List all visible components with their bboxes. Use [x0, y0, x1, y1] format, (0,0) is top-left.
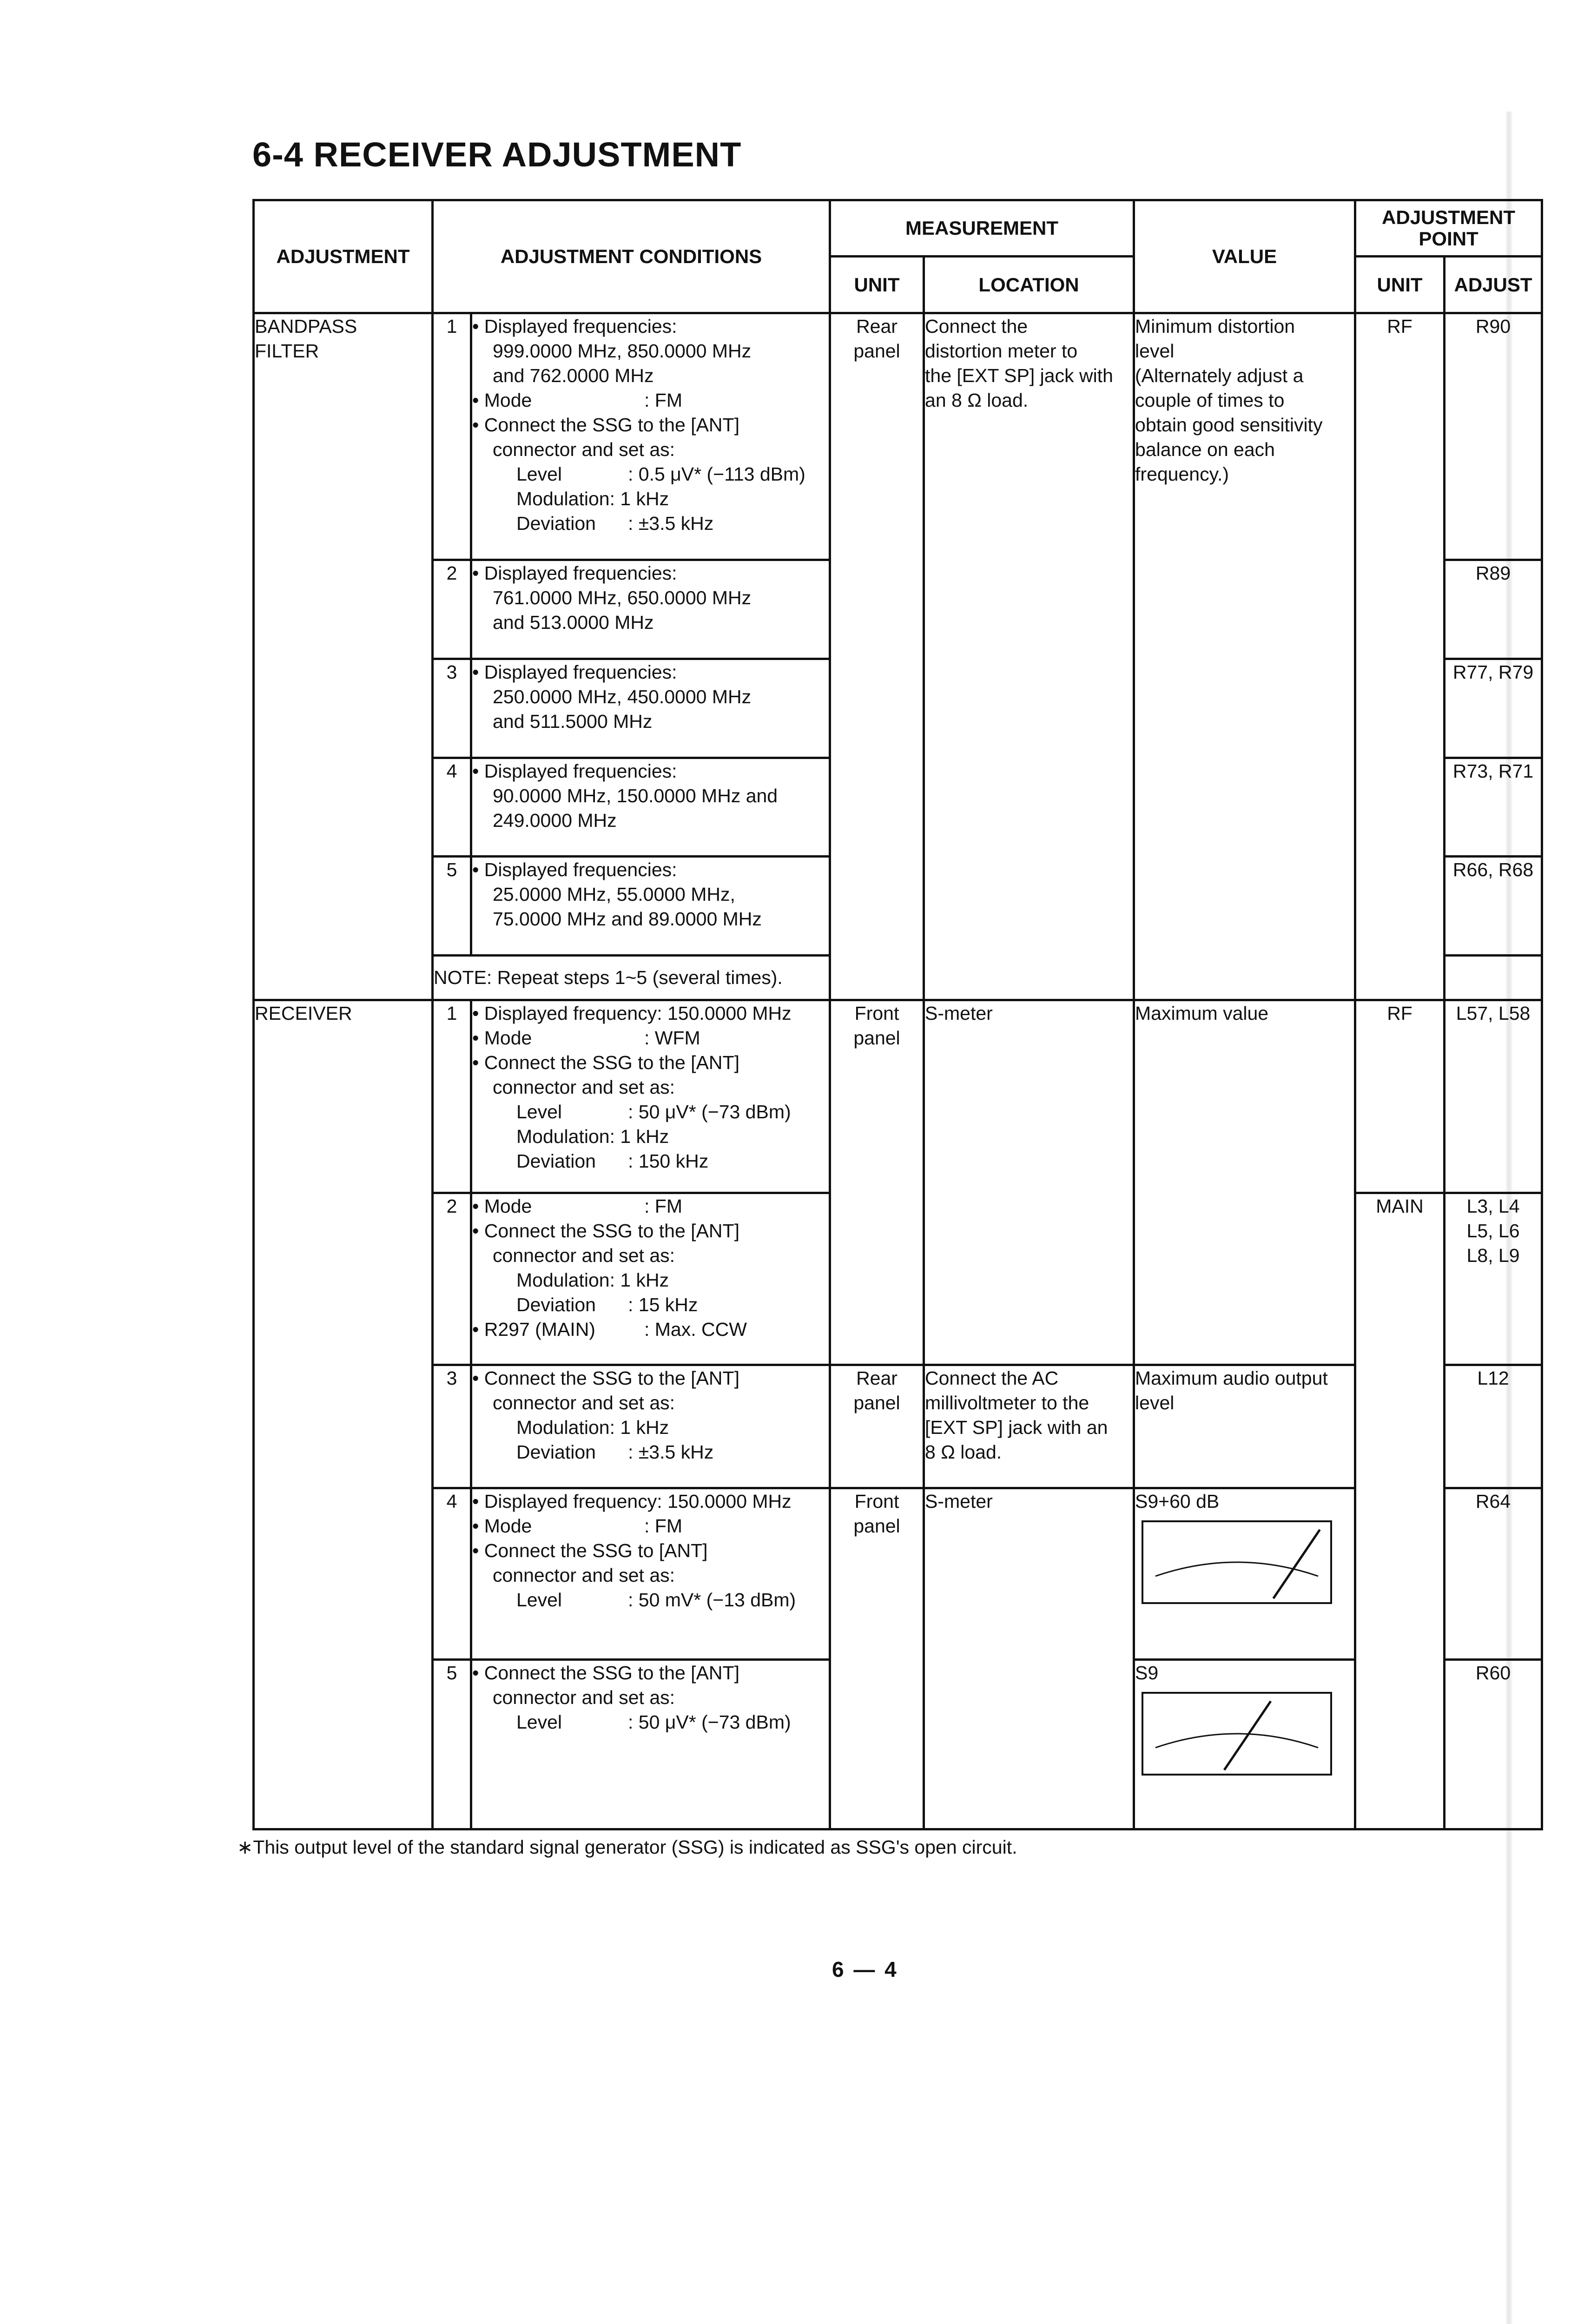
- location-line: Connect the: [925, 315, 1028, 337]
- measurement-unit: [830, 313, 924, 1000]
- measurement-value: [1134, 313, 1355, 1000]
- condition-value: : FM: [644, 1515, 682, 1537]
- step-conditions: [471, 560, 830, 659]
- unit-line: panel: [853, 1392, 900, 1413]
- value-line: balance on each: [1135, 438, 1275, 460]
- condition-line: Modulation: 1 kHz: [516, 1416, 669, 1438]
- condition-line: • Displayed frequencies:: [472, 562, 677, 584]
- condition-line: • Connect the SSG to the [ANT]: [472, 1220, 739, 1242]
- section-name-line: BANDPASS: [255, 315, 357, 337]
- measurement-location: S-meter: [924, 1488, 1134, 1829]
- section-receiver: RECEIVER: [254, 1000, 433, 1829]
- condition-value: : WFM: [644, 1027, 700, 1049]
- location-line: Connect the AC: [925, 1367, 1059, 1389]
- header-location: LOCATION: [924, 257, 1134, 313]
- condition-value: : Max. CCW: [644, 1319, 747, 1340]
- adjust-point-unit: RF: [1355, 1000, 1445, 1193]
- measurement-location: S-meter: [924, 1000, 1134, 1365]
- condition-line: • Connect the SSG to the [ANT]: [472, 1662, 739, 1684]
- adjust-point: L57, L58: [1445, 1000, 1542, 1193]
- condition-line: and 762.0000 MHz: [493, 364, 654, 386]
- condition-line: • Connect the SSG to the [ANT]: [472, 1367, 739, 1389]
- header-conditions: ADJUSTMENT CONDITIONS: [433, 200, 830, 313]
- header-measurement: MEASUREMENT: [830, 200, 1134, 257]
- unit-line: Rear: [856, 315, 898, 337]
- condition-label: • R297 (MAIN): [472, 1319, 595, 1340]
- condition-value: : ±3.5 kHz: [628, 1441, 714, 1463]
- condition-value: : 50 μV* (−73 dBm): [628, 1101, 791, 1123]
- value-line: Minimum distortion: [1135, 315, 1295, 337]
- step-number: 5: [433, 1660, 471, 1829]
- adjust-point: R90: [1445, 313, 1542, 560]
- step-number: 4: [433, 758, 471, 857]
- page-title: 6-4 RECEIVER ADJUSTMENT: [252, 135, 742, 174]
- empty-cell: [1445, 955, 1542, 1000]
- condition-label: Level: [516, 1101, 562, 1123]
- unit-line: panel: [853, 340, 900, 362]
- condition-line: • Displayed frequencies:: [472, 859, 677, 881]
- step-number: 3: [433, 659, 471, 758]
- measurement-value: [1134, 1488, 1355, 1660]
- adjust-point: R89: [1445, 560, 1542, 659]
- adjust-line: L3, L4: [1466, 1195, 1520, 1217]
- location-line: distortion meter to: [925, 340, 1078, 362]
- condition-line: 90.0000 MHz, 150.0000 MHz and: [493, 785, 778, 806]
- step-conditions: [471, 758, 830, 857]
- condition-line: and 513.0000 MHz: [493, 612, 654, 634]
- step-number: 3: [433, 1365, 471, 1488]
- step-number: 1: [433, 313, 471, 560]
- section-name-line: FILTER: [255, 340, 319, 362]
- condition-value: : ±3.5 kHz: [628, 512, 714, 534]
- adjust-point: L12: [1445, 1365, 1542, 1488]
- condition-line: 75.0000 MHz and 89.0000 MHz: [493, 908, 762, 930]
- condition-line: 249.0000 MHz: [493, 809, 617, 831]
- unit-line: Rear: [856, 1367, 898, 1389]
- adjust-line: L8, L9: [1466, 1245, 1520, 1267]
- header-value: VALUE: [1134, 200, 1355, 313]
- value-line: couple of times to: [1135, 389, 1285, 411]
- unit-line: Front: [854, 1003, 899, 1024]
- condition-line: connector and set as:: [493, 1687, 675, 1709]
- condition-line: • Displayed frequencies:: [472, 315, 677, 337]
- footnote: ∗This output level of the standard signal generator (SSG) is indicated as SSG's open circuit.: [237, 1836, 1017, 1858]
- s-meter-icon: [1142, 1520, 1332, 1604]
- adjust-line: L5, L6: [1466, 1220, 1520, 1242]
- adjust-point: R66, R68: [1445, 857, 1542, 956]
- measurement-unit: [830, 1000, 924, 1365]
- step-conditions: [471, 1193, 830, 1365]
- condition-value: : FM: [644, 389, 682, 411]
- step-conditions: [471, 1488, 830, 1660]
- condition-line: • Displayed frequency: 150.0000 MHz: [472, 1003, 792, 1024]
- condition-line: • Connect the SSG to the [ANT]: [472, 1052, 739, 1074]
- step-conditions: [471, 857, 830, 956]
- condition-label: • Mode: [472, 1027, 532, 1049]
- value-text: S9+60 dB: [1135, 1490, 1220, 1512]
- header-unit: UNIT: [830, 257, 924, 313]
- step-conditions: [471, 659, 830, 758]
- condition-label: • Mode: [472, 1515, 532, 1537]
- adjust-point: R60: [1445, 1660, 1542, 1829]
- condition-line: • Connect the SSG to [ANT]: [472, 1539, 708, 1561]
- condition-label: Level: [516, 1589, 562, 1611]
- adjust-point-unit: MAIN: [1355, 1193, 1445, 1829]
- adjust-point: R73, R71: [1445, 758, 1542, 857]
- unit-line: panel: [853, 1515, 900, 1537]
- step-conditions: [471, 1365, 830, 1488]
- value-line: frequency.): [1135, 463, 1229, 485]
- step-number: 2: [433, 1193, 471, 1365]
- condition-line: Modulation: 1 kHz: [516, 1126, 669, 1148]
- step-number: 5: [433, 857, 471, 956]
- condition-line: • Displayed frequency: 150.0000 MHz: [472, 1490, 792, 1512]
- value-line: obtain good sensitivity: [1135, 414, 1323, 436]
- condition-label: Deviation: [516, 1441, 596, 1463]
- adjust-point-unit: RF: [1355, 313, 1445, 1000]
- unit-line: Front: [854, 1490, 899, 1512]
- value-line: (Alternately adjust a: [1135, 364, 1304, 386]
- measurement-value: [1134, 1660, 1355, 1829]
- value-line: level: [1135, 340, 1175, 362]
- step-number: 2: [433, 560, 471, 659]
- step-conditions: [471, 313, 830, 560]
- condition-label: Deviation: [516, 1150, 596, 1172]
- condition-line: 250.0000 MHz, 450.0000 MHz: [493, 686, 752, 708]
- unit-line: panel: [853, 1027, 900, 1049]
- value-line: Maximum audio output: [1135, 1367, 1328, 1389]
- header-ap-unit: UNIT: [1355, 257, 1445, 313]
- condition-value: : 50 mV* (−13 dBm): [628, 1589, 796, 1611]
- location-line: the [EXT SP] jack with: [925, 364, 1113, 386]
- condition-line: 761.0000 MHz, 650.0000 MHz: [493, 587, 752, 609]
- step-conditions: [471, 1000, 830, 1193]
- header-adjustment-point: ADJUSTMENT POINT: [1355, 200, 1542, 257]
- section-bandpass-filter: [254, 313, 433, 1000]
- condition-line: connector and set as:: [493, 438, 675, 460]
- condition-value: : 50 μV* (−73 dBm): [628, 1711, 791, 1733]
- s-meter-icon: [1142, 1692, 1332, 1776]
- value-line: level: [1135, 1392, 1175, 1413]
- measurement-unit: [830, 1365, 924, 1488]
- condition-line: • Displayed frequencies:: [472, 760, 677, 782]
- condition-value: : 150 kHz: [628, 1150, 709, 1172]
- condition-label: Level: [516, 463, 562, 485]
- condition-line: connector and set as:: [493, 1392, 675, 1413]
- condition-line: Modulation: 1 kHz: [516, 488, 669, 509]
- adjustment-table: [252, 199, 1543, 1830]
- condition-line: 999.0000 MHz, 850.0000 MHz: [493, 340, 752, 362]
- condition-label: • Mode: [472, 389, 532, 411]
- condition-value: : 0.5 μV* (−113 dBm): [628, 463, 805, 485]
- header-ap-adjust: ADJUST: [1445, 257, 1542, 313]
- measurement-unit: [830, 1488, 924, 1829]
- condition-line: 25.0000 MHz, 55.0000 MHz,: [493, 884, 735, 905]
- adjust-point: R64: [1445, 1488, 1542, 1660]
- measurement-value: [1134, 1365, 1355, 1488]
- condition-line: connector and set as:: [493, 1076, 675, 1098]
- condition-label: Level: [516, 1711, 562, 1733]
- step-number: 1: [433, 1000, 471, 1193]
- header-adjustment: ADJUSTMENT: [254, 200, 433, 313]
- condition-label: • Mode: [472, 1195, 532, 1217]
- location-line: millivoltmeter to the: [925, 1392, 1089, 1413]
- note: NOTE: Repeat steps 1~5 (several times).: [433, 955, 830, 1000]
- page-number: 6 — 4: [832, 1957, 898, 1981]
- step-number: 4: [433, 1488, 471, 1660]
- measurement-value: Maximum value: [1134, 1000, 1355, 1365]
- condition-value: : FM: [644, 1195, 682, 1217]
- condition-label: Deviation: [516, 512, 596, 534]
- condition-line: • Displayed frequencies:: [472, 661, 677, 683]
- location-line: an 8 Ω load.: [925, 389, 1029, 411]
- condition-line: and 511.5000 MHz: [493, 711, 653, 733]
- measurement-location: [924, 1365, 1134, 1488]
- adjust-point: [1445, 1193, 1542, 1365]
- location-line: [EXT SP] jack with an: [925, 1416, 1108, 1438]
- adjust-point: R77, R79: [1445, 659, 1542, 758]
- condition-line: connector and set as:: [493, 1564, 675, 1586]
- condition-line: Modulation: 1 kHz: [516, 1269, 669, 1291]
- condition-label: Deviation: [516, 1294, 596, 1316]
- condition-line: • Connect the SSG to the [ANT]: [472, 414, 739, 436]
- measurement-location: [924, 313, 1134, 1000]
- step-conditions: [471, 1660, 830, 1829]
- location-line: 8 Ω load.: [925, 1441, 1002, 1463]
- condition-value: : 15 kHz: [628, 1294, 698, 1316]
- condition-line: connector and set as:: [493, 1245, 675, 1267]
- value-text: S9: [1135, 1662, 1159, 1684]
